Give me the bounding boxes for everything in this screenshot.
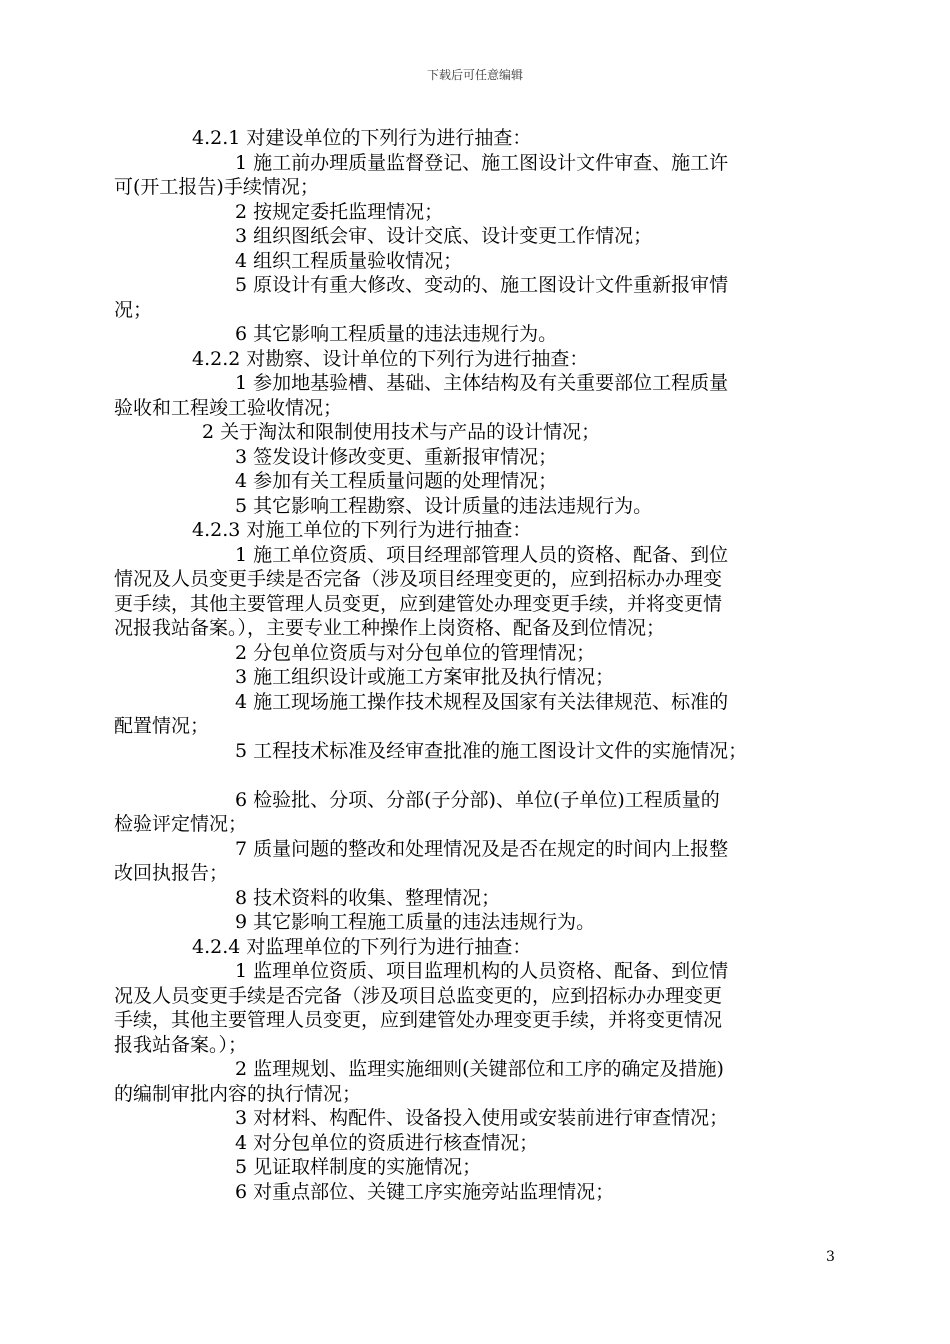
section-heading-4-2-4: 4.2.4 对监理单位的下列行为进行抽查： (192, 935, 532, 958)
document-body (114, 126, 838, 1204)
list-item-continuation: 验收和工程竣工验收情况； (114, 396, 343, 419)
list-item: 6 其它影响工程质量的违法违规行为。 (235, 323, 558, 345)
list-item: 5 原设计有重大修改、变动的、施工图设计文件重新报审情 (235, 274, 729, 296)
list-item-continuation: 手续，其他主要管理人员变更，应到建管处办理变更手续，并将变更情况 (114, 1009, 723, 1031)
list-item-continuation: 检验评定情况； (114, 813, 248, 835)
list-item-continuation: 改回执报告； (114, 862, 229, 884)
list-item: 8 技术资料的收集、整理情况； (235, 886, 501, 909)
list-item: 7 质量问题的整改和处理情况及是否在规定的时间内上报整 (235, 837, 729, 860)
section-heading-4-2-2: 4.2.2 对勘察、设计单位的下列行为进行抽查： (192, 347, 589, 370)
list-item: 9 其它影响工程施工质量的违法违规行为。 (235, 911, 596, 933)
list-item: 3 组织图纸会审、设计交底、设计变更工作情况； (235, 225, 653, 247)
list-item: 2 监理规划、监理实施细则(关键部位和工序的确定及措施) (235, 1058, 724, 1080)
section-heading-4-2-1: 4.2.1 对建设单位的下列行为进行抽查： (192, 127, 532, 149)
page-number: 3 (826, 1249, 835, 1265)
list-item: 5 工程技术标准及经审查批准的施工图设计文件的实施情况； (235, 739, 748, 762)
list-item: 6 对重点部位、关键工序实施旁站监理情况； (235, 1180, 615, 1203)
list-item: 4 参加有关工程质量问题的处理情况； (235, 470, 558, 492)
blank-line (114, 763, 838, 788)
list-item: 4 施工现场施工操作技术规程及国家有关法律规范、标准的 (235, 690, 729, 713)
header-note: 下载后可任意编辑 (426, 68, 523, 82)
list-item: 3 对材料、构配件、设备投入使用或安装前进行审查情况； (235, 1107, 729, 1129)
list-item: 1 参加地基验槽、基础、主体结构及有关重要部位工程质量 (235, 372, 729, 394)
list-item-continuation: 况及人员变更手续是否完备（涉及项目总监变更的，应到招标办办理变更 (114, 984, 723, 1007)
list-item-continuation: 况报我站备案。），主要专业工种操作上岗资格、配备及到位情况； (114, 617, 666, 639)
list-item: 4 组织工程质量验收情况； (235, 249, 463, 272)
list-item-continuation: 报我站备案。）； (114, 1033, 248, 1056)
list-item: 1 监理单位资质、项目监理机构的人员资格、配备、到位情 (235, 960, 729, 982)
list-item: 2 关于淘汰和限制使用技术与产品的设计情况； (202, 421, 601, 443)
list-item: 3 签发设计修改变更、重新报审情况； (235, 445, 558, 468)
list-item-continuation: 的编制审批内容的执行情况； (114, 1082, 362, 1105)
list-item: 5 其它影响工程勘察、设计质量的违法违规行为。 (235, 494, 653, 517)
list-item-continuation: 配置情况； (114, 715, 210, 737)
list-item-continuation: 可(开工报告)手续情况； (114, 176, 319, 198)
section-heading-4-2-3: 4.2.3 对施工单位的下列行为进行抽查： (192, 519, 532, 541)
list-item-continuation: 况； (114, 298, 153, 321)
list-item-continuation: 更手续，其他主要管理人员变更，应到建管处办理变更手续，并将变更情 (114, 592, 723, 615)
list-item: 5 见证取样制度的实施情况； (235, 1156, 482, 1178)
list-item: 4 对分包单位的资质进行核查情况； (235, 1131, 539, 1154)
list-item: 6 检验批、分项、分部(子分部)、单位(子单位)工程质量的 (235, 788, 720, 811)
list-item-continuation: 情况及人员变更手续是否完备（涉及项目经理变更的，应到招标办办理变 (114, 568, 723, 590)
list-item: 1 施工前办理质量监督登记、施工图设计文件审查、施工许 (235, 151, 729, 174)
list-item: 2 分包单位资质与对分包单位的管理情况； (235, 641, 596, 664)
list-item: 2 按规定委托监理情况； (235, 200, 444, 223)
list-item: 1 施工单位资质、项目经理部管理人员的资格、配备、到位 (235, 543, 729, 566)
list-item: 3 施工组织设计或施工方案审批及执行情况； (235, 666, 615, 688)
